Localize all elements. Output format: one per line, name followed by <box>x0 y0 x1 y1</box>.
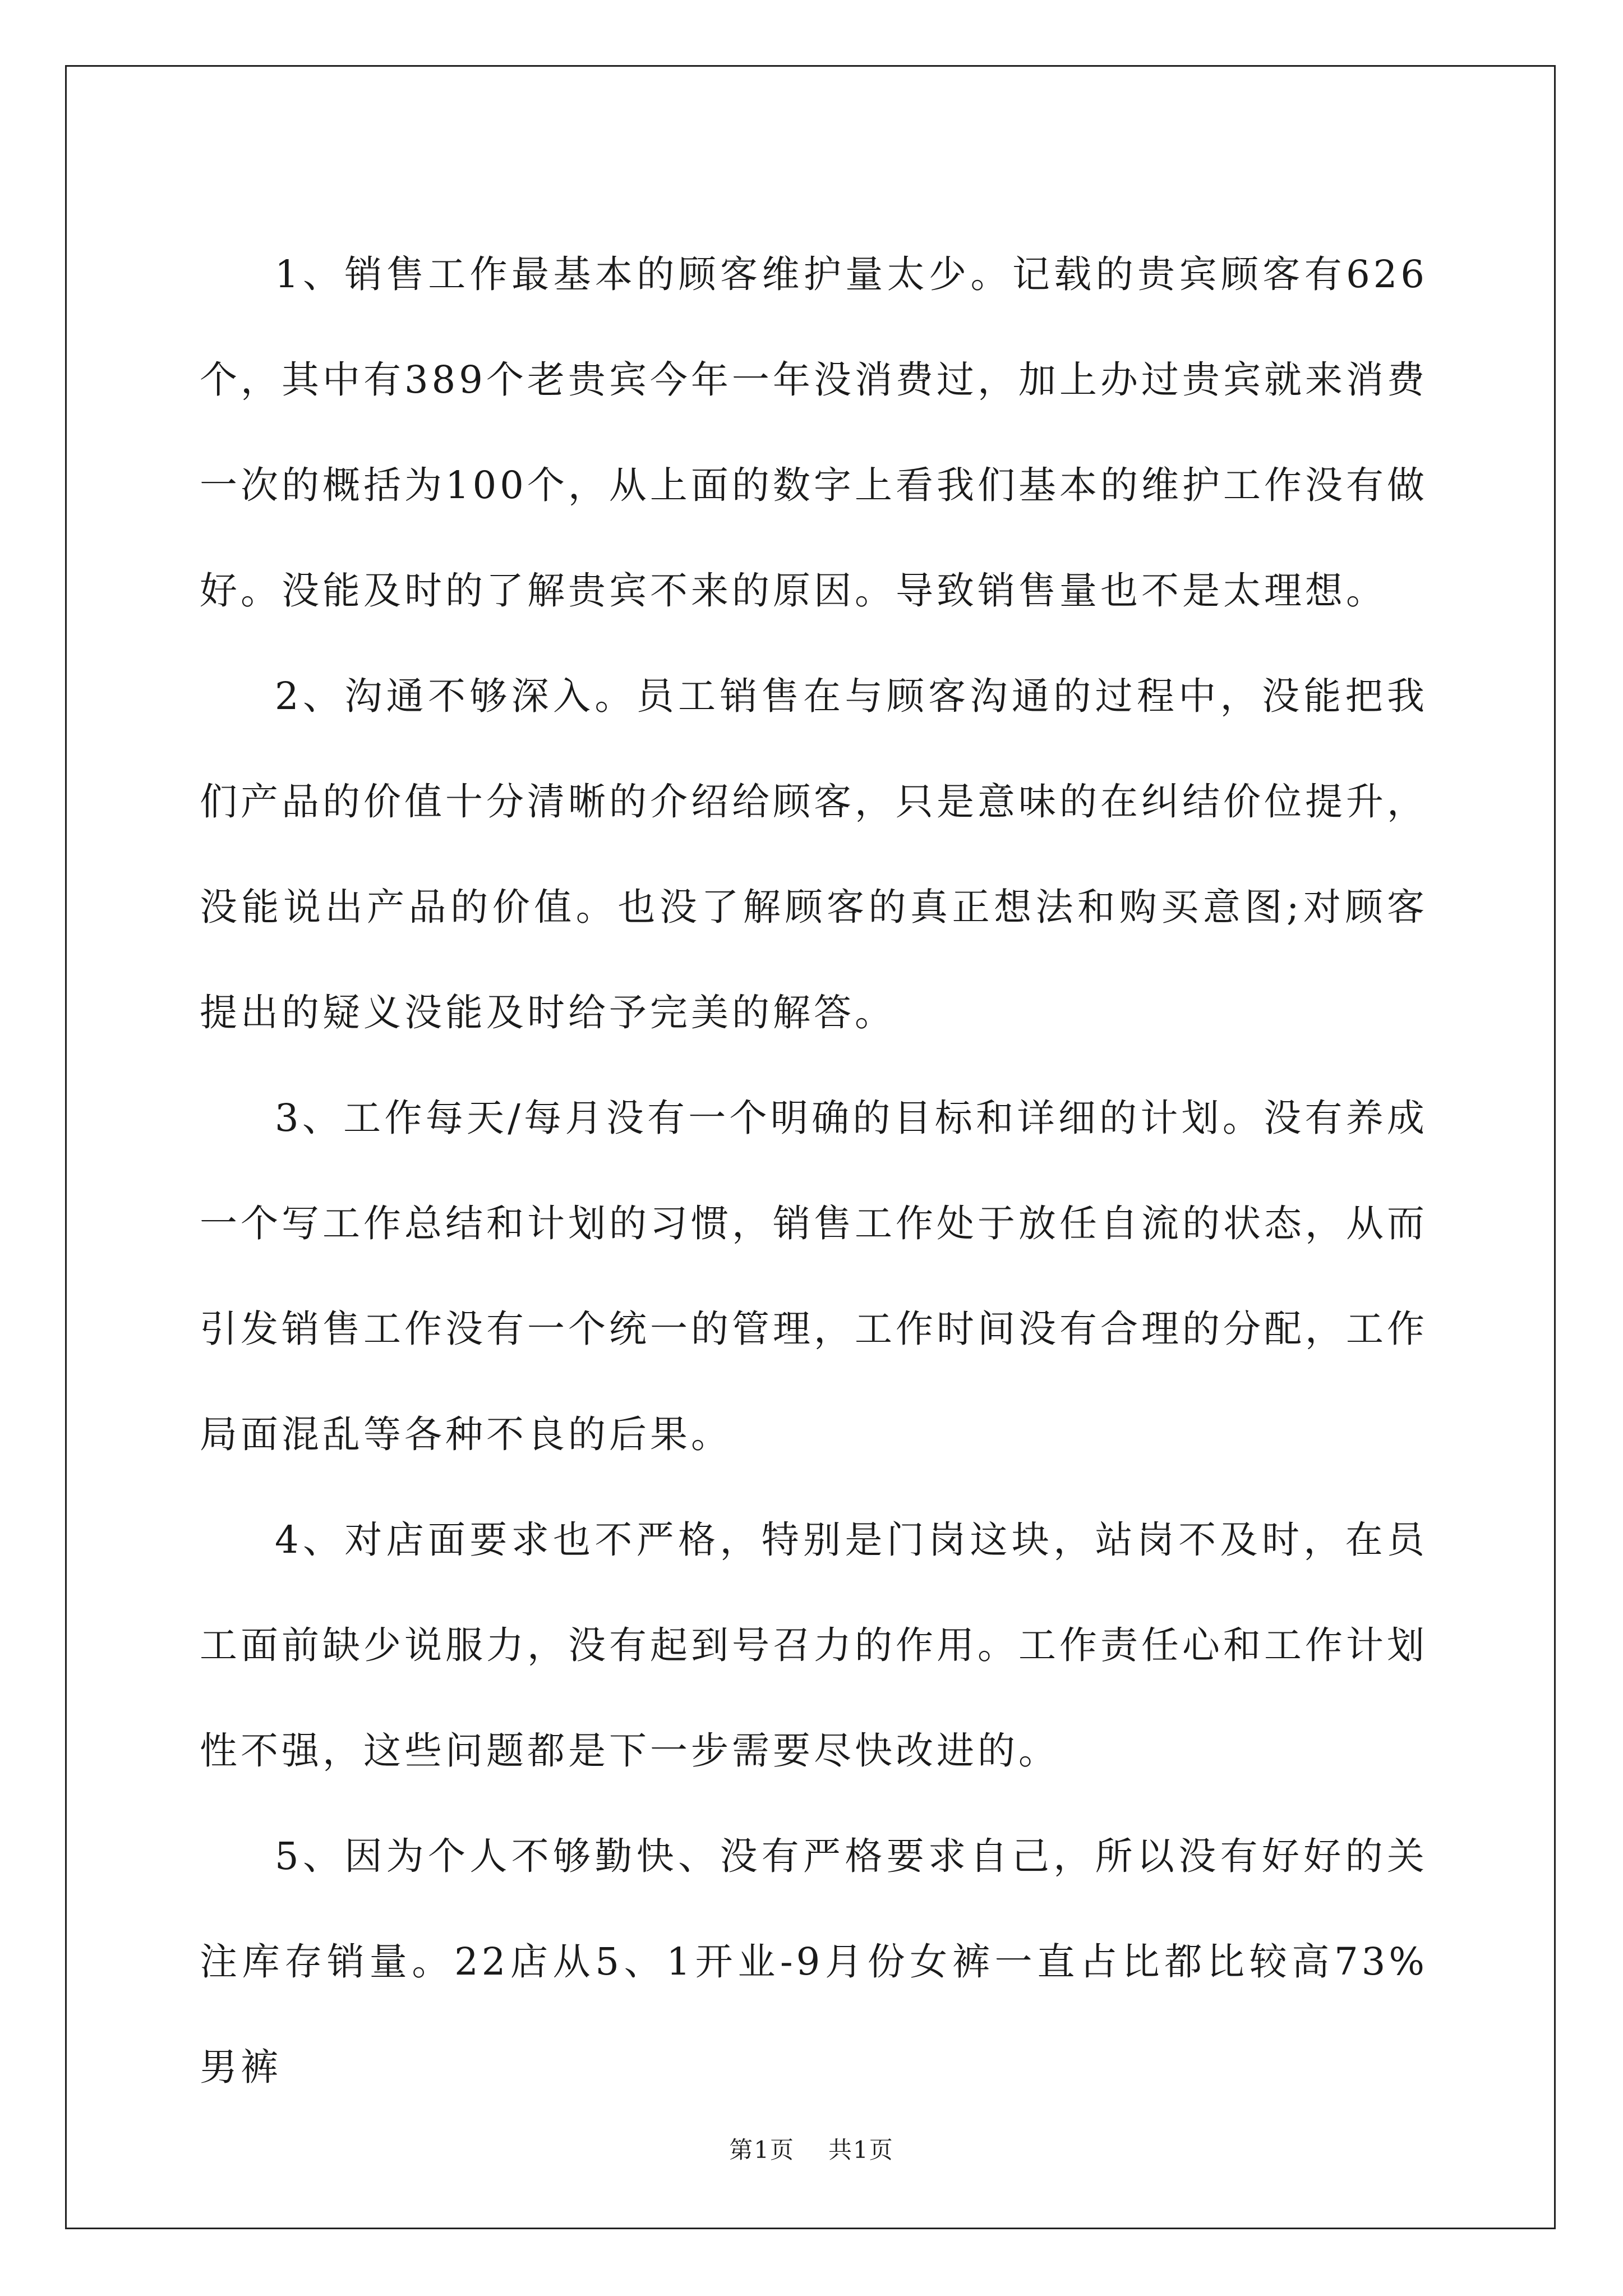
paragraph-3: 3、工作每天/每月没有一个明确的目标和详细的计划。没有养成一个写工作总结和计划的习惯，销售工作处于放任自流的状态，从而引发销售工作没有一个统一的管理，工作时间没有合理的分配，工作局面混乱等各种不良的后果。 <box>200 1096 1428 1456</box>
paragraph-4: 4、对店面要求也不严格，特别是门岗这块，站岗不及时，在员工面前缺少说服力，没有起到号召力的作用。工作责任心和工作计划性不强，这些问题都是下一步需要尽快改进的。 <box>200 1518 1428 1773</box>
document-body <box>200 222 1428 2120</box>
paragraph-2: 2、沟通不够深入。员工销售在与顾客沟通的过程中，没能把我们产品的价值十分清晰的介绍给顾客，只是意味的在纠结价位提升，没能说出产品的价值。也没了解顾客的真正想法和购买意图;对顾客提出的疑义没能及时给予完美的解答。 <box>200 674 1428 1034</box>
page-footer <box>0 2132 1623 2165</box>
page-total: 共1页 <box>828 2136 894 2164</box>
page-number: 第1页 <box>729 2136 795 2164</box>
paragraph-1: 1、销售工作最基本的顾客维护量太少。记载的贵宾顾客有626个，其中有389个老贵宾今年一年没消费过，加上办过贵宾就来消费一次的概括为100个，从上面的数字上看我们基本的维护工作没有做好。没能及时的了解贵宾不来的原因。导致销售量也不是太理想。 <box>200 252 1428 613</box>
paragraph-5: 5、因为个人不够勤快、没有严格要求自己，所以没有好好的关注库存销量。22店从5、1开业-9月份女裤一直占比都比较高73%男裤 <box>200 1834 1428 2089</box>
